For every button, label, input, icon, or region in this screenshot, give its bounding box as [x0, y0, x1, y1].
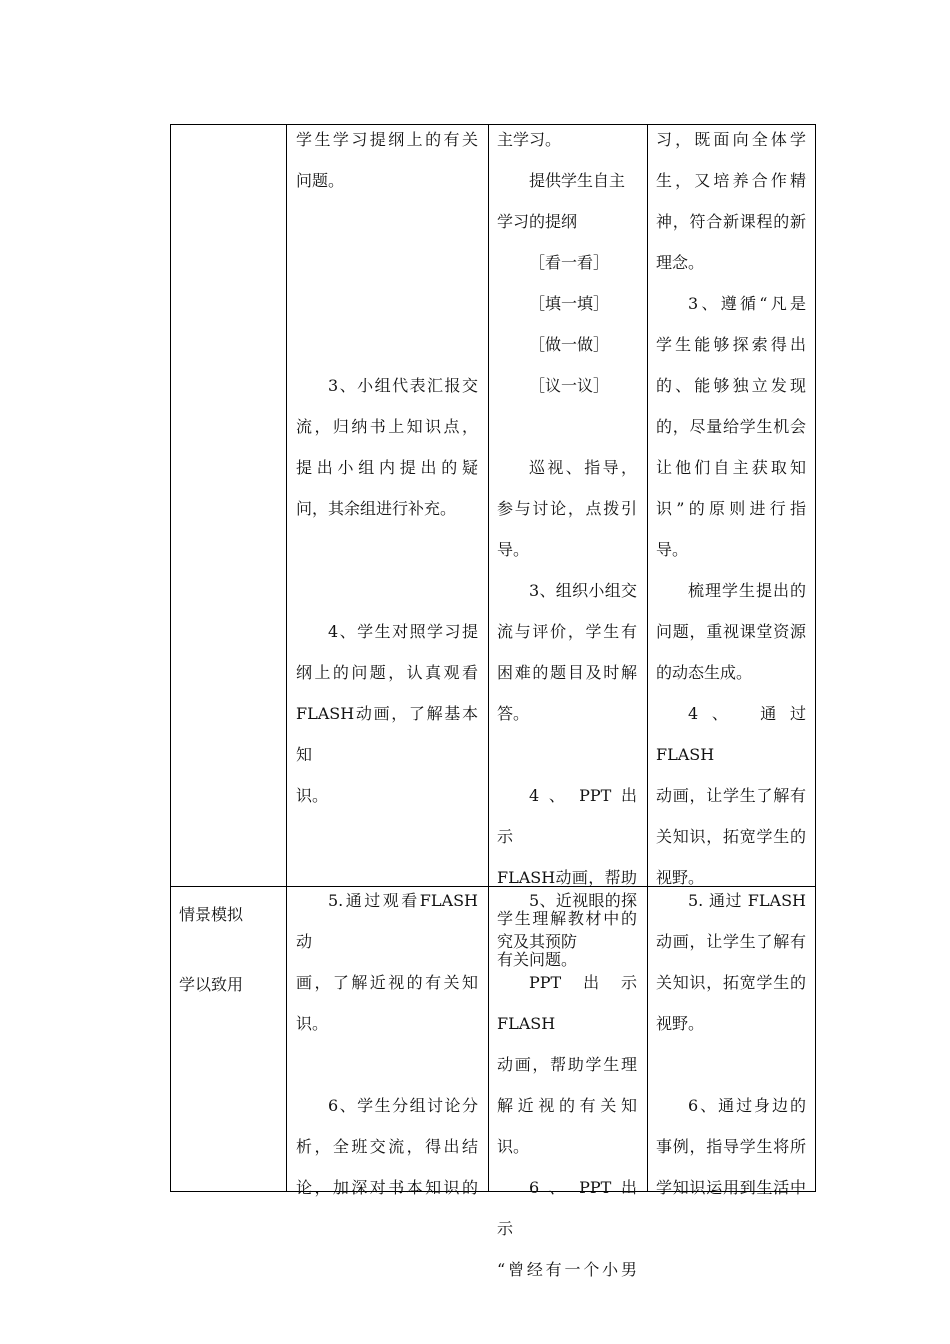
cell-text-line: 6、通过身边的	[688, 1096, 806, 1115]
cell-text-line: 导。	[656, 540, 689, 559]
row2-teacher-activity-cell	[497, 880, 637, 1290]
cell-text-line: 论，加深对书本知识的	[296, 1178, 478, 1197]
cell-text-line: 解近视的有关知	[497, 1096, 637, 1115]
cell-text-line: 问题。	[296, 171, 345, 190]
cell-text-line: ［看一看］	[529, 253, 610, 272]
column-divider	[647, 124, 648, 1192]
cell-text-line: 学生能够探索得出	[656, 335, 806, 354]
cell-text-line: 动画，让学生了解有	[656, 932, 806, 951]
cell-text-line: 问，其余组进行补充。	[296, 499, 457, 518]
column-divider	[488, 124, 489, 1192]
blank-line	[296, 242, 478, 283]
blank-line	[497, 734, 637, 775]
blank-line	[656, 1044, 806, 1085]
table-border-right	[815, 124, 816, 1192]
blank-line	[296, 283, 478, 324]
cell-text-line: 3、组织小组交	[529, 581, 637, 600]
cell-text-line: 神，符合新课程的新	[656, 212, 806, 231]
cell-text-line: 巡视、指导，	[529, 458, 637, 477]
cell-text-line: 究及其预防	[497, 932, 578, 951]
cell-text-line: 3、遵循“凡是	[688, 294, 806, 313]
blank-line	[296, 324, 478, 365]
cell-text-line: 视野。	[656, 1014, 705, 1033]
blank-line	[497, 406, 637, 447]
row2-design-intent-cell	[656, 880, 806, 1208]
cell-text-line: PPT出示FLASH	[497, 973, 637, 1033]
cell-text-line: 6 、 PPT 出 示	[497, 1178, 637, 1238]
cell-text-line: 识”的原则进行指	[656, 499, 806, 518]
blank-line	[296, 201, 478, 242]
cell-text-line: 有关问题。	[497, 950, 578, 969]
cell-text-line: 问题，重视课堂资源	[656, 622, 806, 641]
cell-text-line: ［议一议］	[529, 376, 610, 395]
cell-text-line: 学习的提纲	[497, 212, 578, 231]
cell-text-line: 学知识运用到生活中	[656, 1178, 806, 1197]
column-divider	[286, 124, 287, 1192]
cell-text-line: 析，全班交流，得出结	[296, 1137, 478, 1156]
blank-line	[296, 1044, 478, 1085]
blank-line	[296, 529, 478, 570]
cell-text-line: 识。	[497, 1137, 530, 1156]
blank-line	[296, 570, 478, 611]
cell-text-line: 流与评价，学生有	[497, 622, 637, 641]
cell-text-line: 关知识，拓宽学生的	[656, 827, 806, 846]
cell-text-line: 5、近视眼的探	[529, 891, 637, 910]
cell-text-line: 习，既面向全体学	[656, 130, 806, 149]
cell-text-line: 答。	[497, 704, 530, 723]
cell-text-line: 4、学生对照学习提	[328, 622, 478, 641]
cell-text-line: 4 、 PPT 出 示	[497, 786, 637, 846]
cell-text-line: 5.通过观看FLASH动	[296, 891, 478, 951]
cell-text-line: 动画，让学生了解有	[656, 786, 806, 805]
cell-text-line: “曾经有一个小男	[497, 1260, 637, 1279]
cell-text-line: 6、学生分组讨论分	[328, 1096, 478, 1115]
cell-text-line: 4、 通过 FLASH	[656, 704, 806, 764]
cell-text-line: 5. 通过 FLASH	[688, 891, 806, 910]
cell-text-line: 梳理学生提出的	[688, 581, 806, 600]
cell-text-line: 识。	[296, 1014, 329, 1033]
cell-text-line: 纲上的问题，认真观看	[296, 663, 478, 682]
cell-text-line: FLASH动画，帮助	[497, 868, 637, 887]
cell-text-line: 视野。	[656, 868, 705, 887]
cell-text-line: 3、小组代表汇报交	[328, 376, 478, 395]
cell-text-line: 理念。	[656, 253, 705, 272]
cell-text-line: 的，尽量给学生机会	[656, 417, 806, 436]
cell-text-line: 提供学生自主	[529, 171, 626, 190]
cell-text-line: 导。	[497, 540, 530, 559]
cell-text-line: 提出小组内提出的疑	[296, 458, 478, 477]
cell-text-line: 让他们自主获取知	[656, 458, 806, 477]
row2-stage-cell	[179, 880, 279, 1020]
cell-text-line: 动画，帮助学生理	[497, 1055, 637, 1074]
cell-text-line: ［做一做］	[529, 335, 610, 354]
cell-text-line: 生，又培养合作精	[656, 171, 806, 190]
cell-text-line: 学生理解教材中的	[497, 909, 637, 928]
cell-text-line: 识。	[296, 786, 329, 805]
row1-design-intent-cell	[656, 119, 806, 898]
cell-text-line: 关知识，拓宽学生的	[656, 973, 806, 992]
cell-text-line: 的、能够独立发现	[656, 376, 806, 395]
cell-text-line: 主学习。	[497, 130, 562, 149]
cell-text-line: FLASH动画，了解基本知	[296, 704, 478, 764]
cell-text-line: 事例，指导学生将所	[656, 1137, 806, 1156]
cell-text-line: ［填一填］	[529, 294, 610, 313]
cell-text-line: 参与讨论，点拨引	[497, 499, 637, 518]
lesson-plan-table	[170, 124, 816, 1279]
cell-text-line: 学生学习提纲上的有关	[296, 130, 478, 149]
cell-text-line: 画，了解近视的有关知	[296, 973, 478, 992]
row2-student-activity-cell	[296, 880, 478, 1208]
cell-text-line: 困难的题目及时解	[497, 663, 637, 682]
table-border-left	[170, 124, 171, 1192]
cell-text-line: 流，归纳书上知识点，	[296, 417, 478, 436]
cell-text-line: 的动态生成。	[656, 663, 753, 682]
cell-text-line: 学以致用	[179, 975, 244, 994]
row1-teacher-activity-cell	[497, 119, 637, 980]
cell-text-line: 情景模拟	[179, 905, 244, 924]
row1-student-activity-cell	[296, 119, 478, 816]
